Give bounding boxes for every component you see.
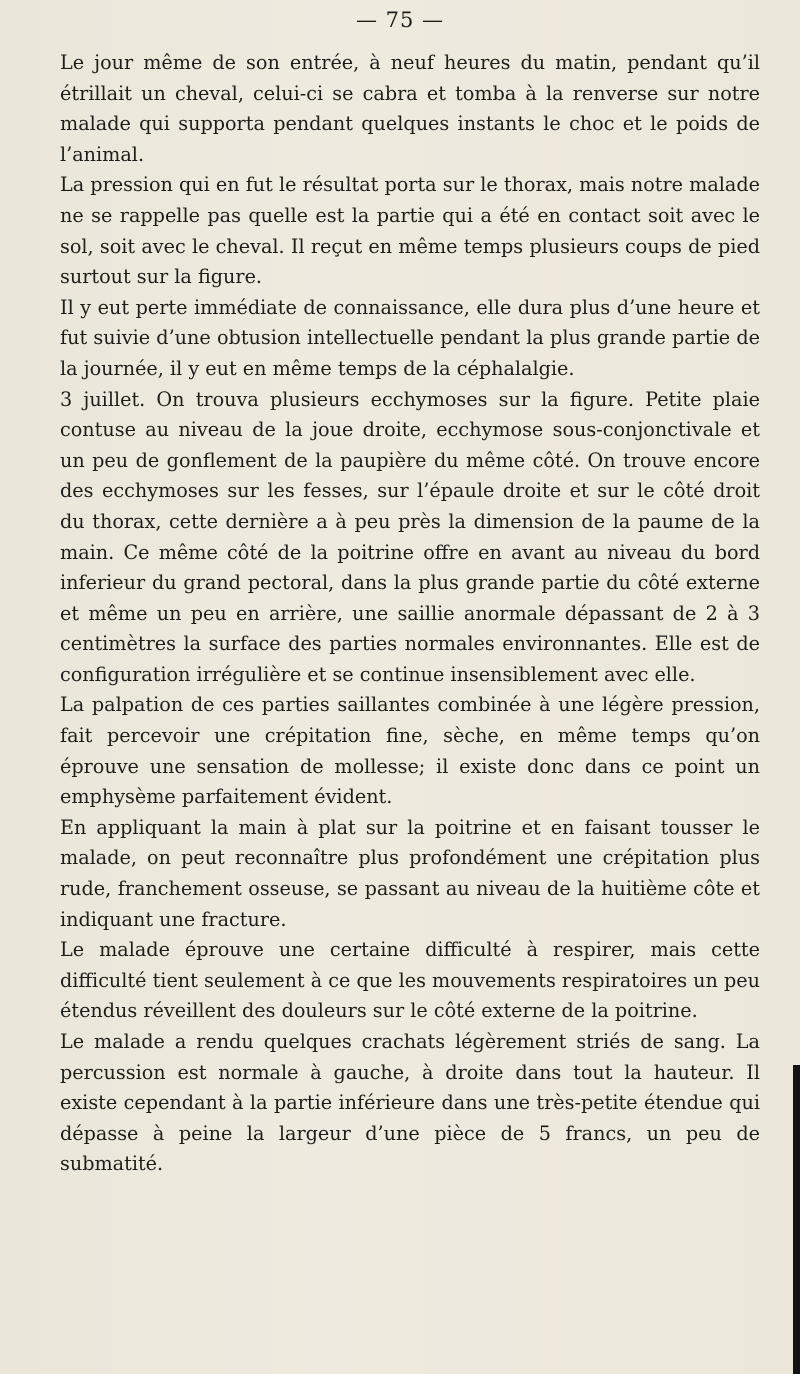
paragraph-4: 3 juillet. On trouva plusieurs ecchymoses sur la figure. Petite plaie contuse au niveau de la joue droite, ecchymose sous-conjonctivale et un peu de gonflement de la paupière du même côté. On trouve encore des ecchymoses sur les fesses, sur l’épaule droite et sur le côté droit du thorax, cette dernière a à peu près la dimension de la paume de la main. Ce même côté de la poitrine offre en avant au niveau du bord inferieur du grand pectoral, dans la plus grande partie du côté externe et même un peu en arrière, une saillie anormale dépassant de 2 à 3 centimètres la surface des parties normales environnantes. Elle est de configuration irrégulière et se continue insensiblement avec elle. bbox=[60, 387, 760, 686]
paragraph-3: Il y eut perte immédiate de connaissance, elle dura plus d’une heure et fut suivie d’une obtusion intellectuelle pendant la plus grande partie de la journée, il y eut en même temps de la céphalalgie. bbox=[60, 295, 760, 380]
paragraph-2: La pression qui en fut le résultat porta sur le thorax, mais notre malade ne se rappelle pas quelle est la partie qui a été en contact soit avec le sol, soit avec le cheval. Il reçut en même temps plusieurs coups de pied surtout sur la figure. bbox=[60, 173, 760, 289]
paragraph-1: Le jour même de son entrée, à neuf heures du matin, pendant qu’il étrillait un cheval, celui-ci se cabra et tomba à la renverse sur notre malade qui supporta pendant quelques instants le choc et le poids de l’animal. bbox=[60, 51, 760, 166]
paragraph-8: Le malade a rendu quelques crachats légèrement striés de sang. La percussion est normale à gauche, à droite dans tout la hauteur. Il existe cependant à la partie inférieure dans une très-petite étendue qui dépasse à peine la largeur d’une pièce de 5 francs, un peu de submatité. bbox=[60, 1030, 760, 1176]
scan-edge-shadow bbox=[793, 1065, 800, 1374]
page-number: — 75 — bbox=[355, 8, 445, 32]
paragraph-6: En appliquant la main à plat sur la poitrine et en faisant tousser le malade, on peut reconnaître plus profondément une crépitation plus rude, franchement osseuse, se passant au niveau de la huitième côte et indiquant une fracture. bbox=[60, 815, 760, 931]
text-body bbox=[60, 48, 760, 1180]
paragraph-5: La palpation de ces parties saillantes combinée à une légère pression, fait percevoir une crépitation fine, sèche, en même temps qu’on éprouve une sensation de mollesse; il existe donc dans ce point un emphysème parfaitement évident. bbox=[60, 693, 760, 809]
paragraph-7: Le malade éprouve une certaine difficulté à respirer, mais cette difficulté tient seulement à ce que les mouvements respiratoires un peu étendus réveillent des douleurs sur le côté externe de la poitrine. bbox=[60, 938, 760, 1023]
